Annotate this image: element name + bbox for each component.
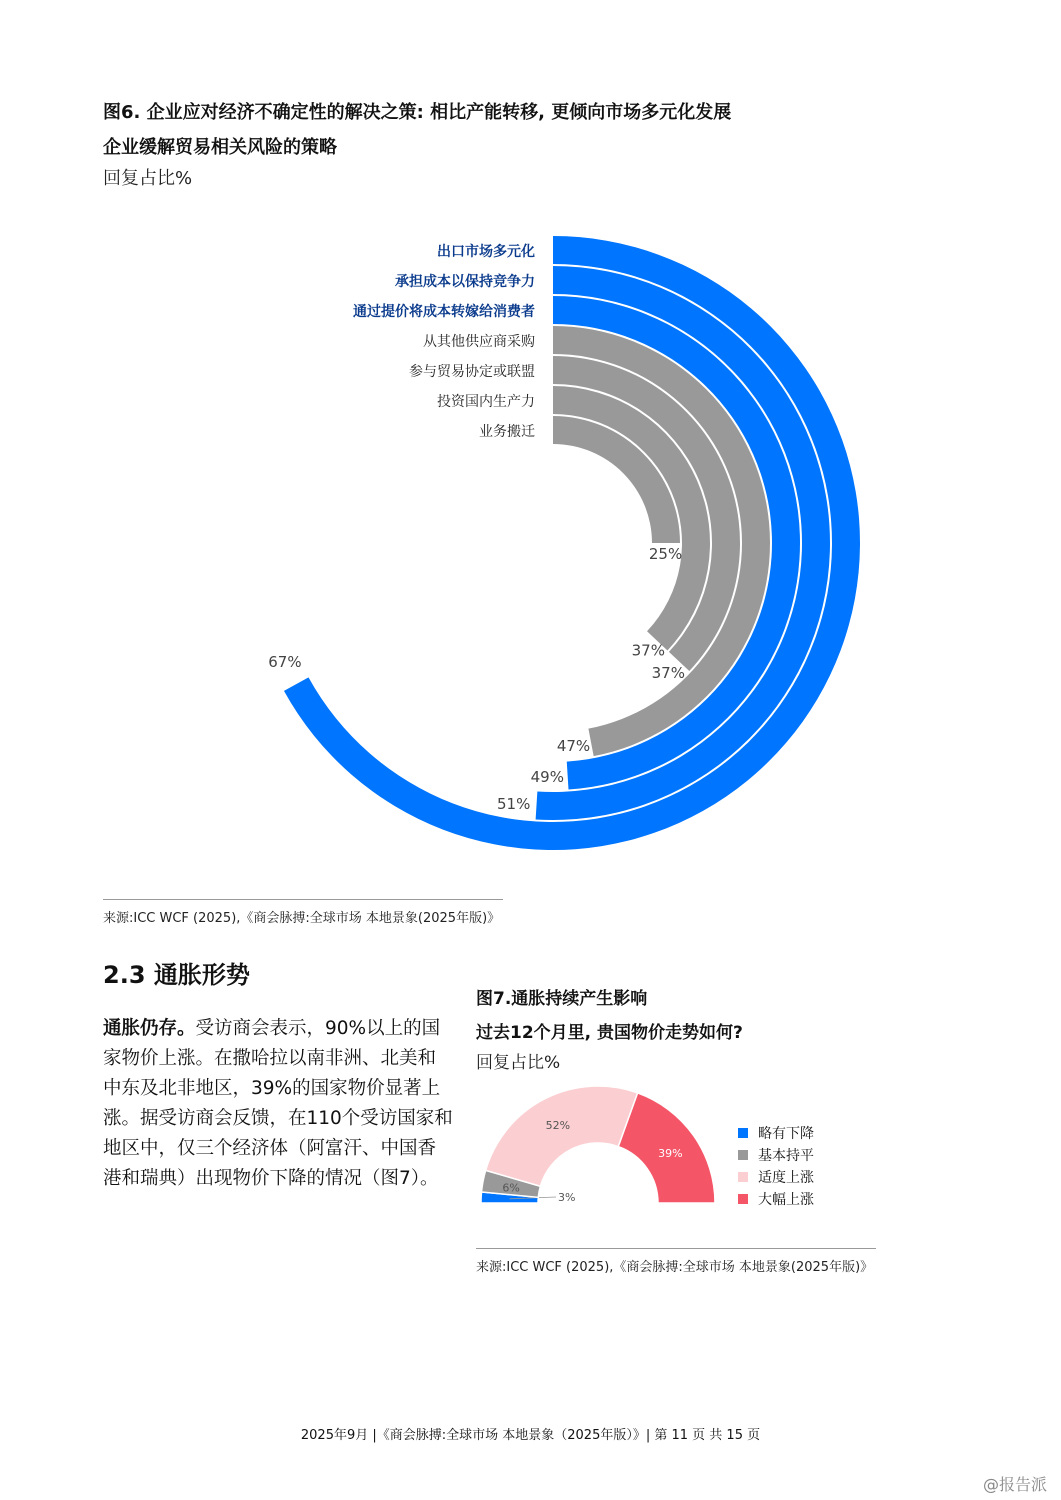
category-label: 从其他供应商采购 bbox=[423, 334, 535, 350]
fig7-legend bbox=[738, 1122, 814, 1210]
page-footer: 2025年9月 |《商会脉搏:全球市场 本地景象（2025年版）》| 第 11 页 共 15 页 bbox=[300, 1428, 761, 1443]
category-label: 业务搬迁 bbox=[479, 424, 535, 440]
category-label: 承担成本以保持竞争力 bbox=[395, 274, 535, 290]
value-label: 49% bbox=[530, 767, 564, 786]
value-label: 47% bbox=[556, 736, 591, 755]
category-label: 投资国内生产力 bbox=[437, 394, 535, 410]
value-label: 37% bbox=[651, 663, 685, 682]
legend-label: 大幅上涨 bbox=[758, 1192, 814, 1208]
fig6-title: 图6. 企业应对经济不确定性的解决之策: 相比产能转移, 更倾向市场多元化发展 bbox=[103, 102, 732, 123]
category-label: 出口市场多元化 bbox=[437, 244, 535, 260]
fig6-unit: 回复占比% bbox=[103, 168, 193, 189]
value-label: 37% bbox=[631, 641, 665, 660]
category-label: 通过提价将成本转嫁给消费者 bbox=[353, 304, 535, 320]
fig6-subtitle: 企业缓解贸易相关风险的策略 bbox=[103, 137, 337, 158]
section-body bbox=[103, 1014, 453, 1194]
value-label: 51% bbox=[497, 795, 531, 814]
legend-item-decline bbox=[738, 1122, 814, 1144]
legend-label: 略有下降 bbox=[758, 1126, 814, 1142]
fig7-subtitle: 过去12个月里, 贵国物价走势如何? bbox=[476, 1023, 743, 1043]
legend-item-sharp bbox=[738, 1188, 814, 1210]
donut-value-label: 39% bbox=[658, 1147, 683, 1161]
watermark: @报告派 bbox=[983, 1475, 1048, 1494]
category-label: 参与贸易协定或联盟 bbox=[409, 364, 535, 380]
fig7-title: 图7.通胀持续产生影响 bbox=[476, 989, 648, 1009]
legend-label: 适度上涨 bbox=[758, 1170, 814, 1186]
donut-segment bbox=[486, 1086, 638, 1186]
legend-swatch bbox=[738, 1172, 748, 1182]
legend-item-moderate bbox=[738, 1166, 814, 1188]
fig7-source-rule bbox=[476, 1248, 876, 1249]
section-lead: 通胀仍存。 bbox=[103, 1018, 196, 1039]
fig6-source: 来源:ICC WCF (2025),《商会脉搏:全球市场 本地景象(2025年版)》 bbox=[103, 911, 501, 926]
semi-donut-chart bbox=[470, 1080, 740, 1220]
fig7-source: 来源:ICC WCF (2025),《商会脉搏:全球市场 本地景象(2025年版)》 bbox=[476, 1260, 874, 1275]
fig6-source-rule bbox=[103, 899, 503, 900]
donut-value-label: 6% bbox=[502, 1181, 520, 1195]
legend-swatch bbox=[738, 1128, 748, 1138]
donut-value-label: 52% bbox=[545, 1119, 571, 1133]
fig7-unit: 回复占比% bbox=[476, 1053, 561, 1073]
legend-swatch bbox=[738, 1194, 748, 1204]
legend-item-flat bbox=[738, 1144, 814, 1166]
value-label: 67% bbox=[268, 653, 302, 672]
legend-swatch bbox=[738, 1150, 748, 1160]
donut-value-label: 3% bbox=[558, 1191, 576, 1204]
section-body-text: 受访商会表示，90%以上的国家物价上涨。在撒哈拉以南非洲、北美和中东及北非地区，39%的国家物价显著上涨。据受访商会反馈，在110个受访国家和地区中，仅三个经济体（阿富汗、中国香港和瑞典）出现物价下降的情况（图7）。 bbox=[103, 1018, 453, 1189]
value-label: 25% bbox=[648, 544, 683, 563]
section-title: 2.3 通胀形势 bbox=[103, 961, 250, 989]
legend-label: 基本持平 bbox=[758, 1148, 814, 1164]
